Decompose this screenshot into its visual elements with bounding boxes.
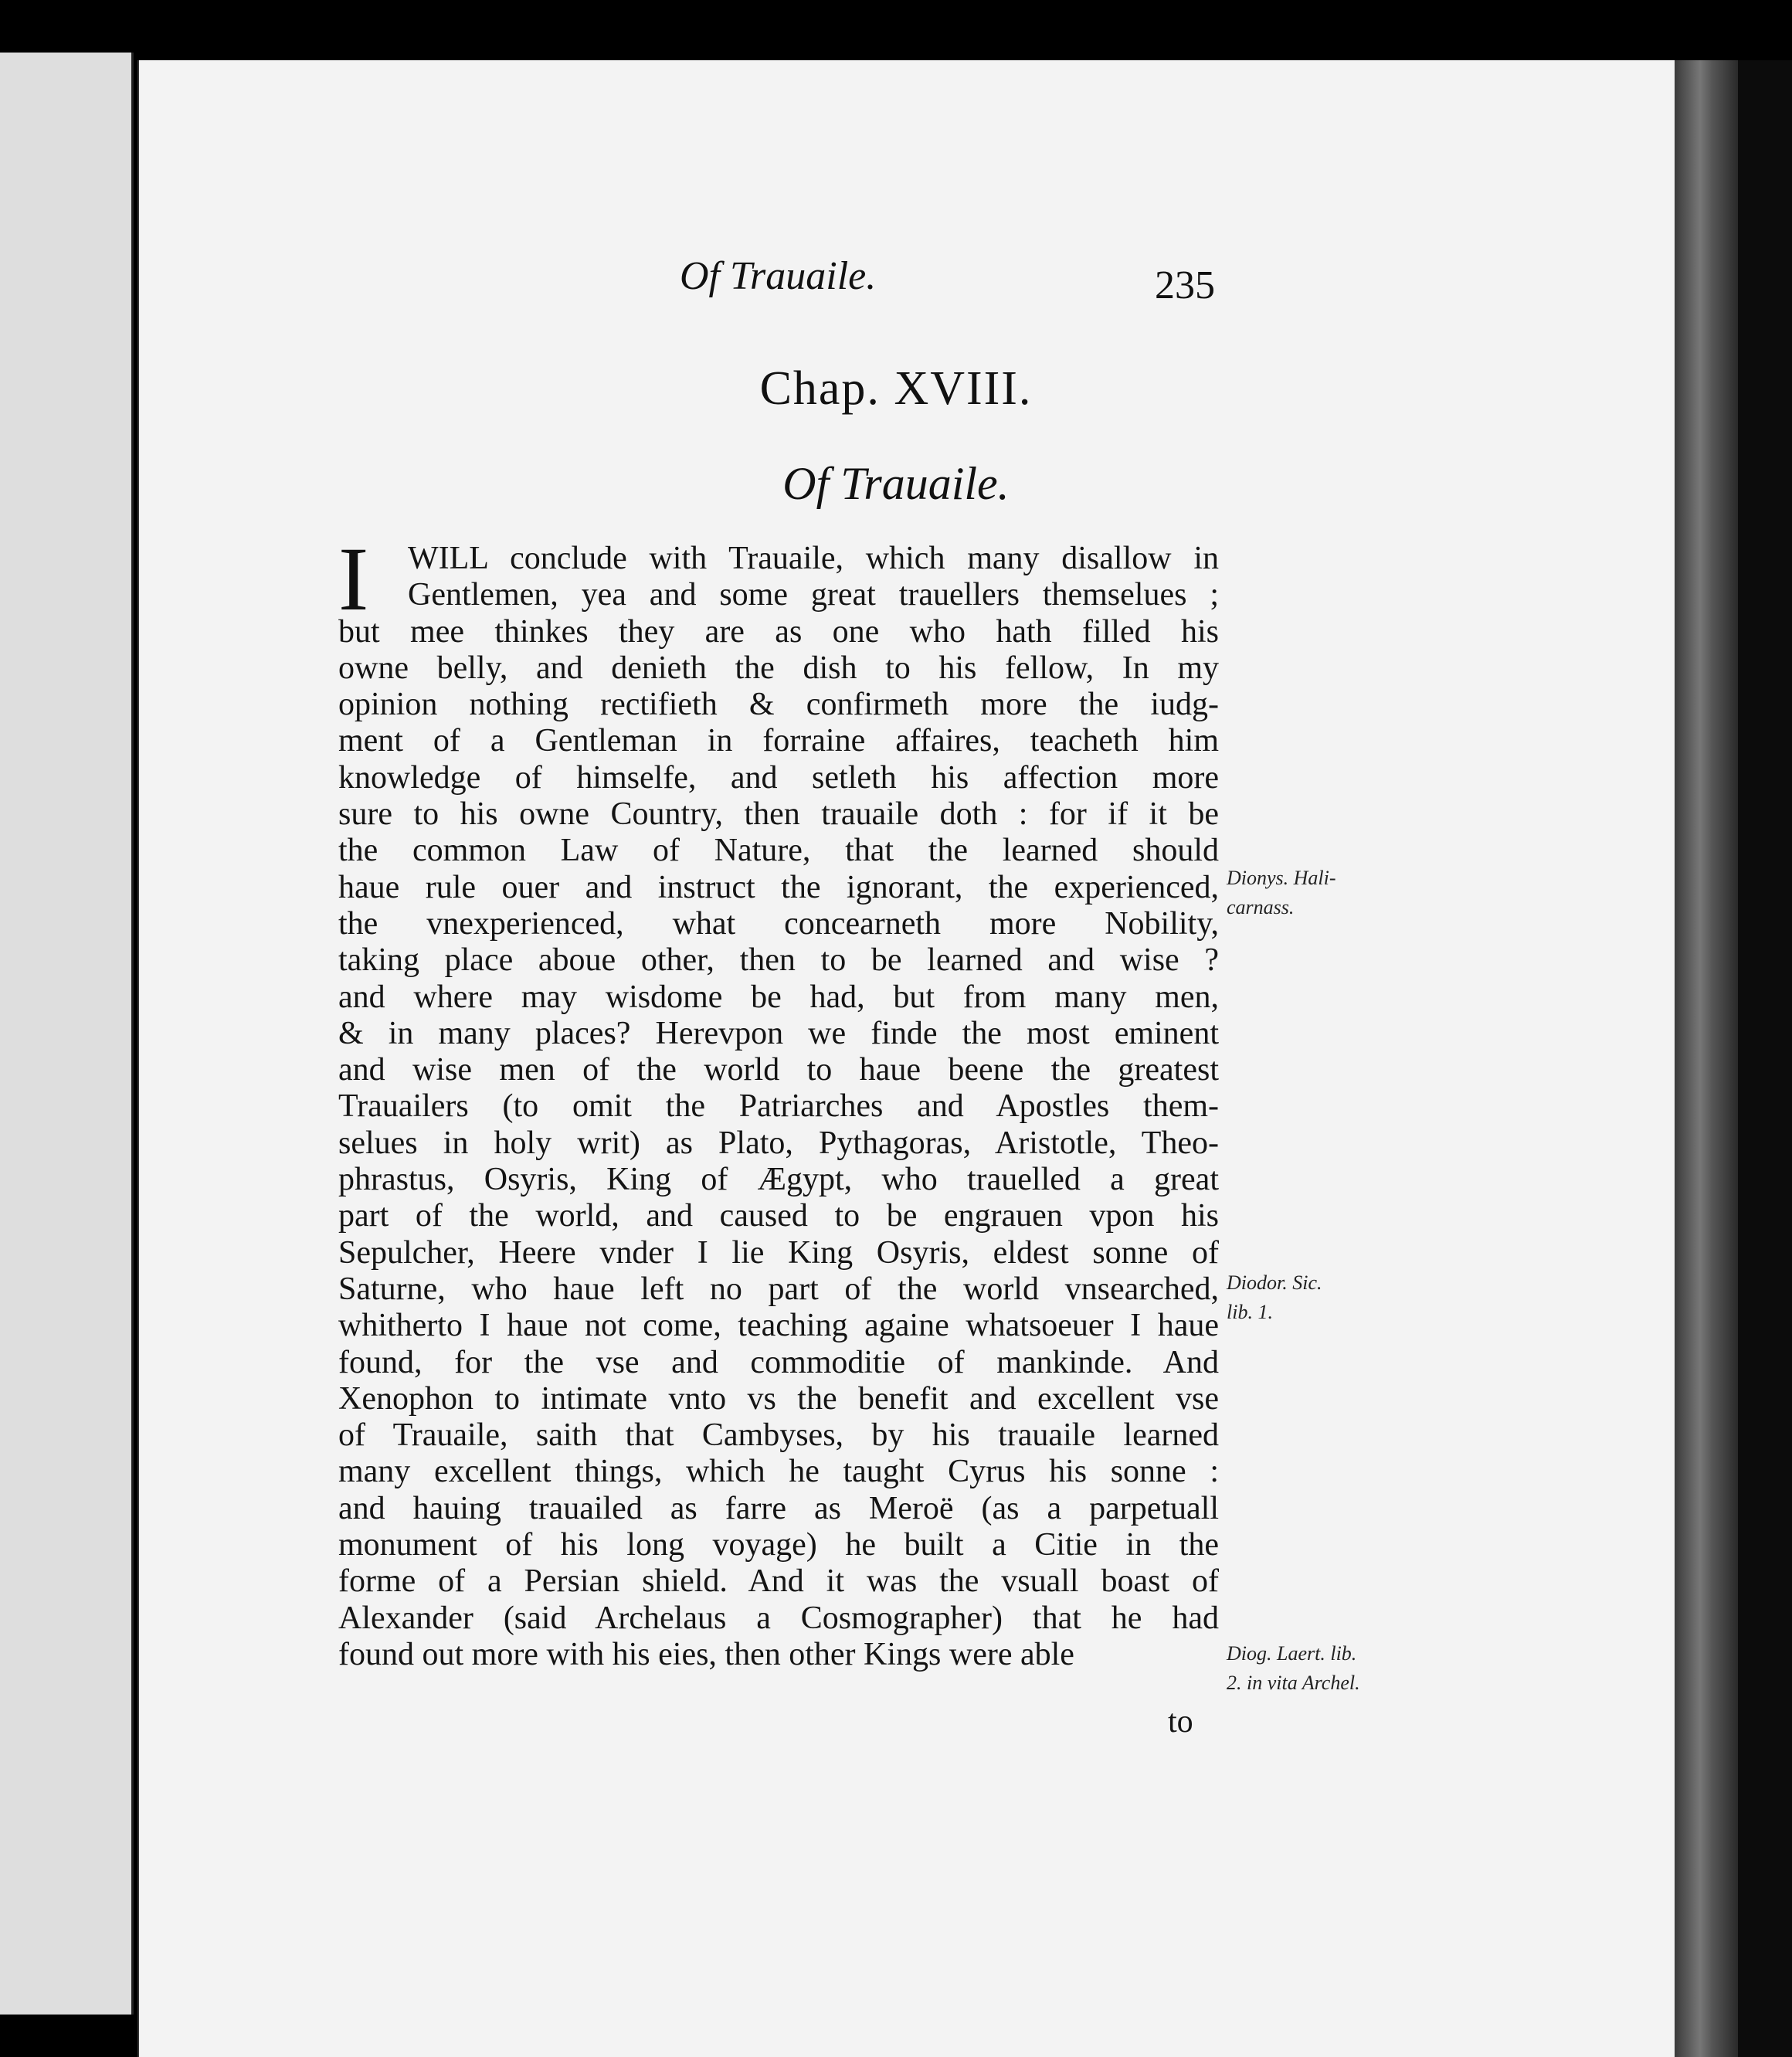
drop-cap: I (338, 528, 369, 630)
text-line: & in many places? Herevpon we finde the most eminent (338, 1015, 1219, 1051)
text-line: the common Law of Nature, that the learned should (338, 833, 1219, 869)
binding-shadow (1738, 60, 1792, 2057)
side-note-line: Dionys. Hali- (1227, 867, 1336, 889)
text-line: found, for the vse and commoditie of mankinde. And (338, 1344, 1219, 1380)
text-line: WILL conclude with Trauaile, which many disallow in (408, 541, 1219, 576)
text-line: many excellent things, which he taught Cyrus his sonne : (338, 1454, 1219, 1490)
text-line: and hauing trauailed as farre as Meroë (as a parpetuall (338, 1490, 1219, 1526)
side-note (1227, 864, 1336, 922)
running-head: Of Trauaile. (680, 254, 877, 298)
page-number: 235 (1155, 263, 1215, 307)
text-line: phrastus, Osyris, King of Ægypt, who trauelled a great (338, 1162, 1219, 1198)
body-text (338, 528, 1219, 1673)
text-line: forme of a Persian shield. And it was the vsuall boast of (338, 1563, 1219, 1600)
text-line: Alexander (said Archelaus a Cosmographer) that he had (338, 1600, 1219, 1636)
text-line: ment of a Gentleman in forraine affaires, teacheth him (338, 723, 1219, 759)
text-line: monument of his long voyage) he built a Citie in the (338, 1527, 1219, 1563)
side-note (1227, 1268, 1322, 1327)
text-line: owne belly, and denieth the dish to his fellow, In my (338, 650, 1219, 686)
side-note-line: carnass. (1227, 896, 1295, 918)
text-line: but mee thinkes they are as one who hath filled his (338, 613, 1219, 650)
text-line: knowledge of himselfe, and setleth his affection more (338, 759, 1219, 796)
text-line: haue rule ouer and instruct the ignorant, the experienced, (338, 869, 1219, 905)
text-line: selues in holy writ) as Plato, Pythagoras, Aristotle, Theo- (338, 1125, 1219, 1161)
text-line: opinion nothing rectifieth & confirmeth more the iudg- (338, 687, 1219, 723)
text-line: Trauailers (to omit the Patriarches and Apostles them- (338, 1088, 1219, 1125)
text-line: found out more with his eies, then other Kings were able (338, 1636, 1074, 1672)
catchword: to (1168, 1704, 1193, 1740)
chapter-heading (0, 362, 1792, 416)
text-line: sure to his owne Country, then trauaile doth : for if it be (338, 796, 1219, 833)
text-line: part of the world, and caused to be engrauen vpon his (338, 1198, 1219, 1234)
text-line: Gentlemen, yea and some great trauellers themselues ; (408, 577, 1219, 613)
text-line: of Trauaile, saith that Cambyses, by his trauaile learned (338, 1417, 1219, 1454)
text-line: Saturne, who haue left no part of the world vnsearched, (338, 1271, 1219, 1307)
side-note-line: lib. 1. (1227, 1301, 1273, 1323)
chapter-prefix: Chap. (759, 362, 881, 415)
text-line: Sepulcher, Heere vnder I lie King Osyris, eldest sonne of (338, 1234, 1219, 1271)
text-line: and where may wisdome be had, but from many men, (338, 979, 1219, 1015)
text-line: whitherto I haue not come, teaching againe whatsoeuer I haue (338, 1308, 1219, 1344)
text-line: Xenophon to intimate vnto vs the benefit and excellent vse (338, 1380, 1219, 1417)
side-note-line: Diodor. Sic. (1227, 1271, 1322, 1294)
page-stack-edge (1675, 60, 1738, 2057)
side-note-line: 2. in vita Archel. (1227, 1672, 1360, 1694)
chapter-subtitle: Of Trauaile. (782, 458, 1010, 509)
facing-page-edge (0, 53, 134, 2015)
chapter-number: XVIII. (894, 362, 1033, 415)
text-line: taking place aboue other, then to be learned and wise ? (338, 942, 1219, 979)
side-note-line: Diog. Laert. lib. (1227, 1642, 1357, 1665)
text-line: the vnexperienced, what concearneth more Nobility, (338, 905, 1219, 942)
side-note (1227, 1639, 1360, 1698)
text-line: and wise men of the world to haue beene the greatest (338, 1052, 1219, 1088)
